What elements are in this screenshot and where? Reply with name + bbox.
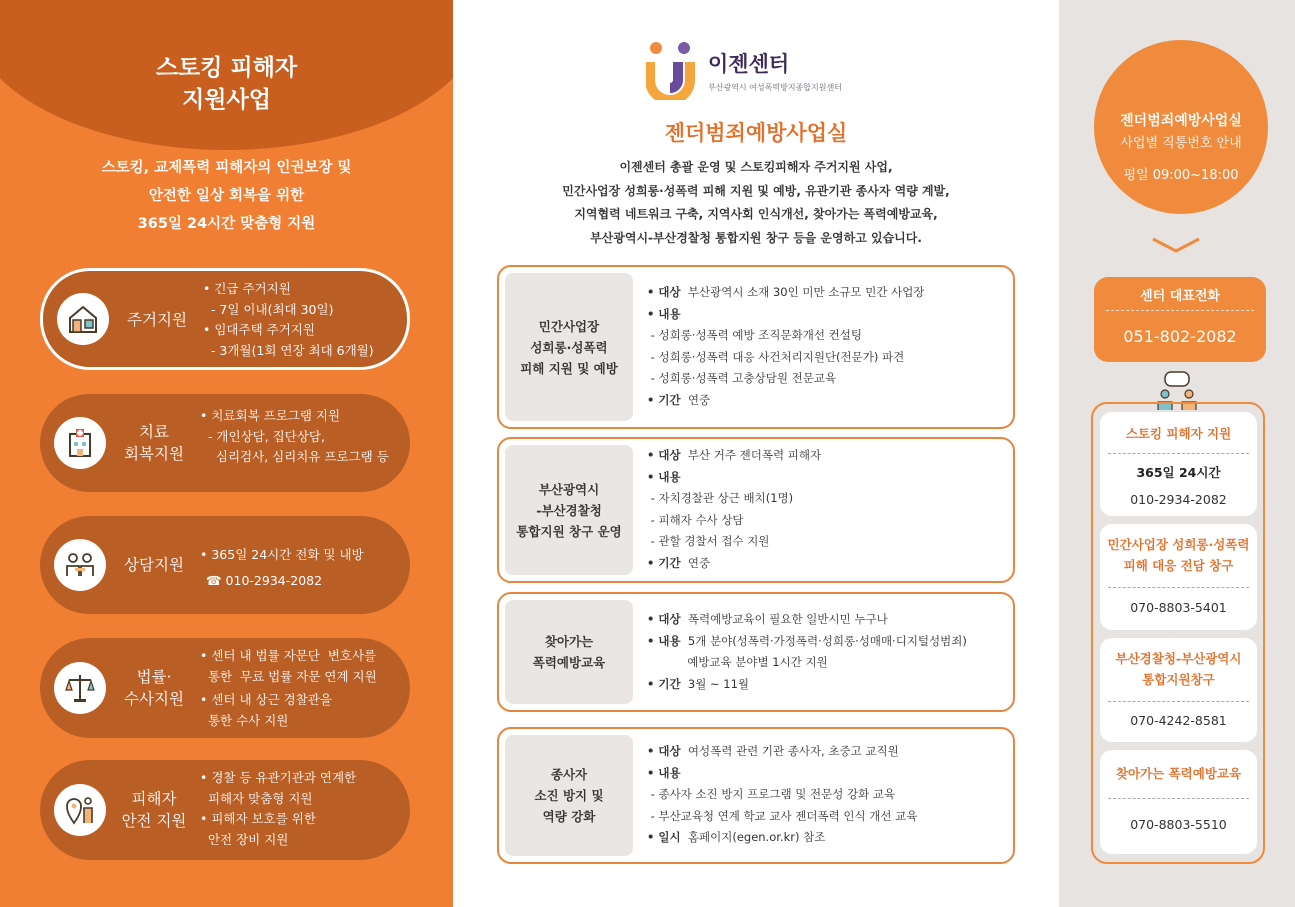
scales-icon [54,662,106,714]
main-phone-box[interactable]: 센터 대표전화 051-802-2082 [1094,277,1266,362]
program-card-workplace [497,265,1015,429]
support-card-title: 치료 회복지원 [124,423,184,463]
direct-lines-list [1091,402,1265,864]
support-card-desc: • 365일 24시간 전화 및 내방 ☎ 010-2934-2082 [200,542,364,594]
hospital-icon [54,417,106,469]
program-details: • 대상 여성폭력 관련 기관 종사자, 초중고 교직원 • 내용 - 종사자 소진 방지 프로그램 및 전문성 강화 교육 - 부산교육청 연계 학교 교사 젠더폭력 인식 개선 교육 • 일시 홈페이지(egen.or.kr) 참조 [647,744,918,844]
program-label: 민간사업장 성희롱·성폭력 피해 지원 및 예방 [505,273,633,421]
logo-subtitle: 부산광역시 여성폭력방지종합지원센터 [708,83,842,92]
phone-icon-line: ☎ 010-2934-2082 [206,573,323,588]
location-person-icon [54,784,106,836]
support-card-desc: • 치료회복 프로그램 지원 - 개인상담, 집단상담, 심리검사, 심리치유 프로그램 등 [200,408,389,464]
program-details: • 대상 부산 거주 젠더폭력 피해자 • 내용 - 자치경찰관 상근 배치(1명) - 피해자 수사 상담 - 관할 경찰서 접수 지원 • 기간 연중 [647,448,822,570]
left-panel [0,0,453,907]
chevron-down-icon [1151,236,1201,254]
program-card-integrated-window [497,437,1015,583]
program-card-staff-care [497,727,1015,864]
direct-line-education[interactable]: 찾아가는 폭력예방교육 070-8803-5510 [1100,750,1257,854]
support-card-housing[interactable] [40,268,410,370]
support-card-title: 피해자 안전 지원 [121,790,187,830]
phone-number[interactable]: 070-8803-5401 [1130,600,1227,615]
support-card-desc: • 긴급 주거지원 - 7일 이내(최대 30일) • 임대주택 주거지원 - 3개월(1회 연장 최대 6개월) [203,281,374,358]
support-card-title: 법률· 수사지원 [124,668,184,708]
program-details: • 대상 폭력예방교육이 필요한 일반시민 누구나 • 내용 5개 분야(성폭력·가정폭력·성희롱·성매매·디지털성범죄) 예방교육 분야별 1시간 지원 • 기간 3월 ~ 11월 [647,612,967,691]
support-card-safety[interactable] [40,760,410,860]
left-title: 스토킹 피해자 지원사업 [155,55,298,113]
counseling-icon [54,539,106,591]
support-card-legal[interactable] [40,638,410,738]
left-subtitle: 스토킹, 교제폭력 피해자의 인권보장 및 안전한 일상 회복을 위한 365일 24시간 맞춤형 지원 [101,160,352,232]
program-details: • 대상 부산광역시 소재 30인 미만 소규모 민간 사업장 • 내용 - 성희롱·성폭력 예방 조직문화개선 컨설팅 - 성희롱·성폭력 대응 사건처리지원단(전문가) 파견 - 성희롱·성폭력 고충상담원 전문교육 • 기간 연중 [647,285,925,407]
direct-line-stalking[interactable]: 스토킹 피해자 지원 365일 24시간 010-2934-2082 [1100,412,1257,516]
logo-name: 이젠센터 [708,52,790,76]
program-label: 부산광역시 -부산경찰청 통합지원 창구 운영 [505,445,633,575]
egen-logo-icon [646,40,702,100]
middle-panel [453,0,1059,907]
support-card-desc: • 센터 내 법률 자문단 변호사를 통한 무료 법률 자문 연계 지원 • 센터 내 상근 경찰관을 통한 수사 지원 [200,648,377,728]
support-card-counseling[interactable] [40,516,410,614]
support-card-therapy[interactable] [40,394,410,492]
program-label: 종사자 소진 방지 및 역량 강화 [505,735,633,856]
phone-number[interactable]: 010-2934-2082 [1130,492,1227,507]
section-intro: 이젠센터 총괄 운영 및 스토킹피해자 주거지원 사업, 민간사업장 성희롱·성폭력 피해 지원 및 예방, 유관기관 종사자 역량 계발, 지역협력 네트워크 구축, 지역사회 인식개선, 찾아가는 폭력예방교육, 부산광역시-부산경찰청 통합지원 창구 등을 운영하고 있습니다. [562,160,950,245]
program-label: 찾아가는 폭력예방교육 [505,600,633,704]
program-card-prevention-education [497,592,1015,712]
hours-circle: 젠더범죄예방사업실 사업별 직통번호 안내 평일 09:00~18:00 [1094,40,1268,214]
phone-number[interactable]: 070-4242-8581 [1130,713,1227,728]
direct-line-police-window[interactable]: 부산경찰청-부산광역시 통합지원창구 070-4242-8581 [1100,638,1257,742]
egen-logo [646,40,906,102]
phone-number[interactable]: 070-8803-5510 [1130,817,1227,832]
direct-line-workplace[interactable]: 민간사업장 성희롱·성폭력 피해 대응 전담 창구 070-8803-5401 [1100,524,1257,630]
right-panel [1059,0,1295,907]
support-card-title: 상담지원 [124,556,184,574]
section-title: 젠더범죄예방사업실 [664,121,848,145]
main-phone-number[interactable]: 051-802-2082 [1123,327,1237,346]
house-icon [57,293,109,345]
support-card-desc: • 경찰 등 유관기관과 연계한 피해자 맞춤형 지원 • 피해자 보호를 위한 안전 장비 지원 [200,770,357,847]
support-card-title: 주거지원 [127,311,187,329]
